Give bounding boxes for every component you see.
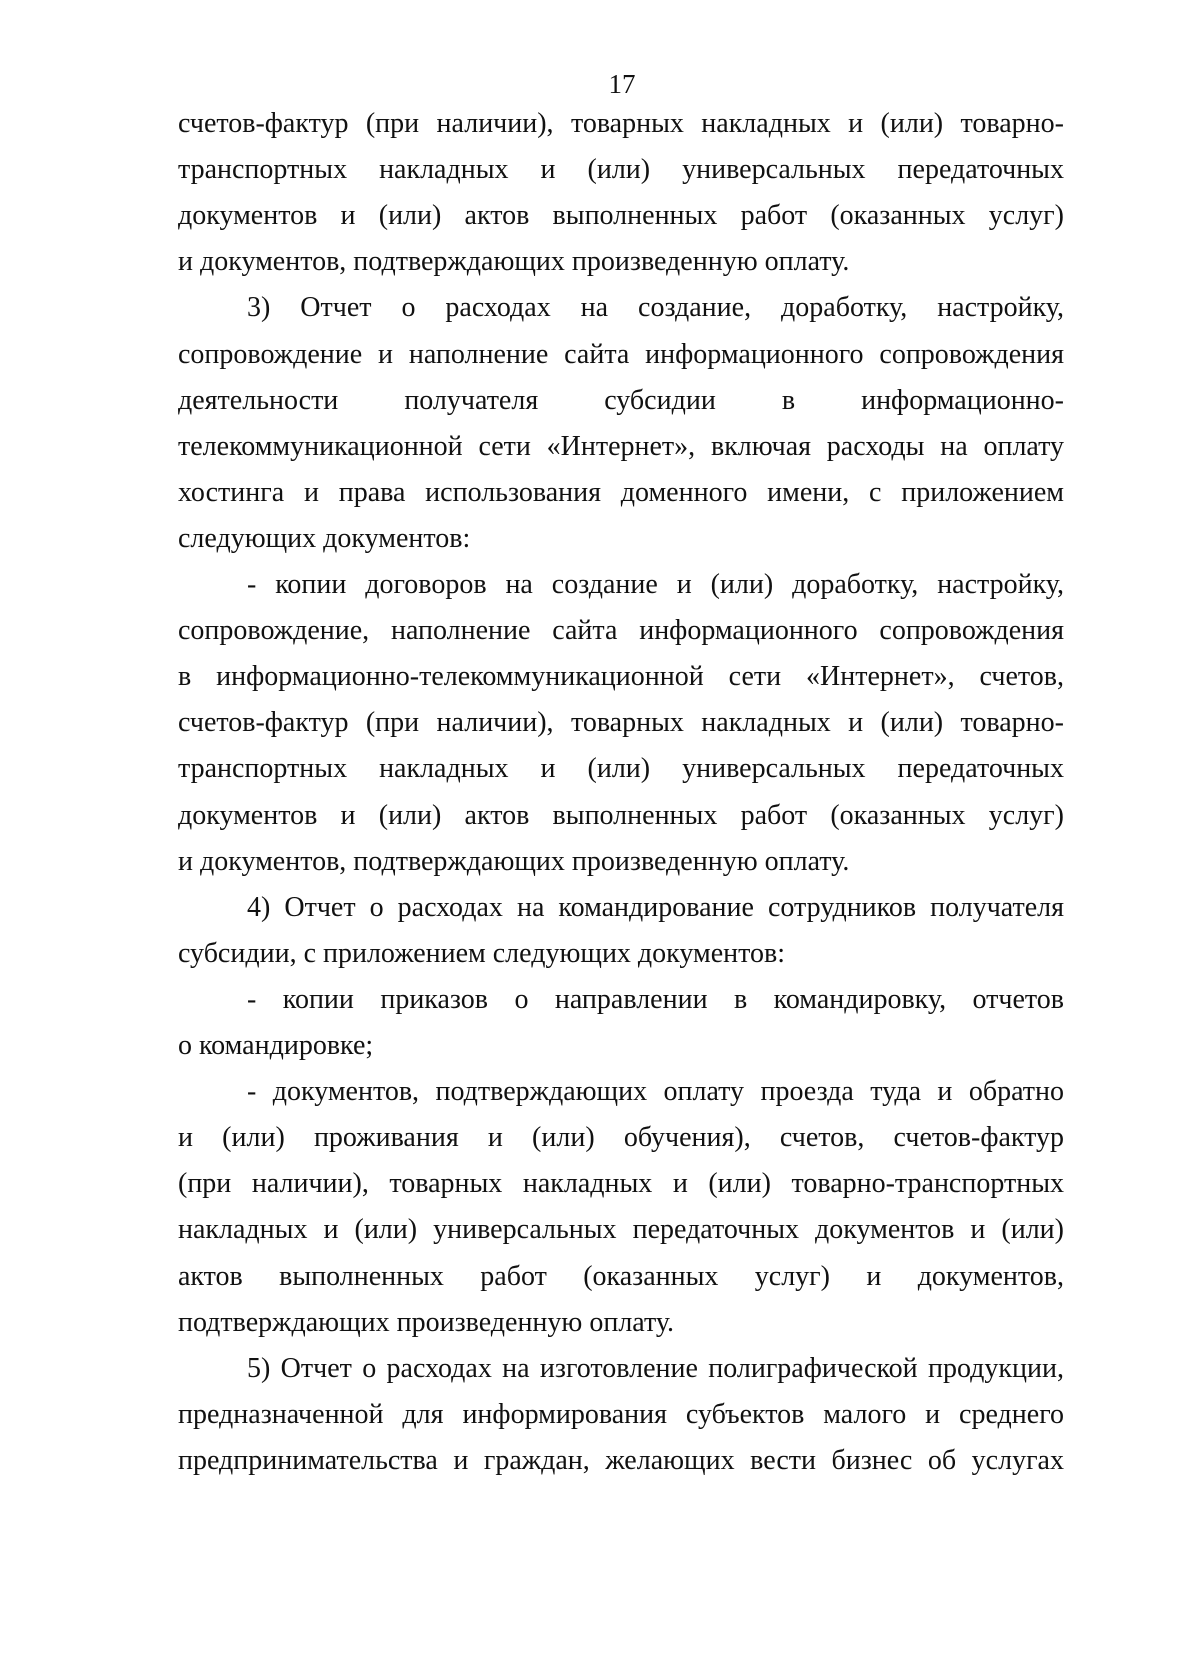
page-number: 17	[608, 69, 636, 99]
text-line: счетов-фактур (при наличии), товарных накладных и (или) товарно-	[178, 108, 1064, 139]
text-line: документов и (или) актов выполненных работ (оказанных услуг)	[178, 799, 1064, 831]
text-line: субсидии, с приложением следующих документов:	[178, 937, 786, 969]
text-line: накладных и (или) универсальных передаточных документов и (или)	[178, 1214, 1064, 1246]
text-line: актов выполненных работ (оказанных услуг) и документов,	[178, 1260, 1064, 1292]
text-line: - документов, подтверждающих оплату проезда туда и обратно	[247, 1076, 1064, 1108]
text-line: 5) Отчет о расходах на изготовление полиграфической продукции,	[247, 1352, 1064, 1384]
text-line: 3) Отчет о расходах на создание, доработку, настройку,	[247, 292, 1064, 324]
text-line: подтверждающих произведенную оплату.	[178, 1306, 675, 1338]
text-line: документов и (или) актов выполненных работ (оказанных услуг)	[178, 200, 1064, 232]
text-line: счетов-фактур (при наличии), товарных накладных и (или) товарно-	[178, 707, 1064, 739]
text-line: - копии договоров на создание и (или) доработку, настройку,	[247, 569, 1064, 600]
text-line: деятельности получателя субсидии в информационно-	[178, 384, 1064, 416]
text-line: телекоммуникационной сети «Интернет», включая расходы на оплату	[178, 430, 1064, 462]
text-line: (при наличии), товарных накладных и (или) товарно-транспортных	[178, 1168, 1064, 1200]
text-line: хостинга и права использования доменного имени, с приложением	[178, 476, 1064, 508]
text-line: предназначенной для информирования субъектов малого и среднего	[178, 1398, 1064, 1430]
text-line: и документов, подтверждающих произведенную оплату.	[178, 845, 850, 877]
text-line: в информационно-телекоммуникационной сети «Интернет», счетов,	[178, 661, 1064, 693]
text-line: транспортных накладных и (или) универсальных передаточных	[178, 753, 1064, 785]
text-line: следующих документов:	[178, 522, 471, 554]
text-line: и (или) проживания и (или) обучения), счетов, счетов-фактур	[178, 1122, 1064, 1154]
text-line: сопровождение и наполнение сайта информационного сопровождения	[178, 338, 1064, 370]
text-line: 4) Отчет о расходах на командирование сотрудников получателя	[247, 891, 1064, 923]
text-line: транспортных накладных и (или) универсальных передаточных	[178, 154, 1064, 186]
text-line: о командировке;	[178, 1030, 374, 1061]
text-line: - копии приказов о направлении в командировку, отчетов	[247, 983, 1064, 1015]
text-line: сопровождение, наполнение сайта информационного сопровождения	[178, 615, 1064, 647]
text-line: и документов, подтверждающих произведенную оплату.	[178, 246, 850, 278]
text-line: предпринимательства и граждан, желающих вести бизнес об услугах	[178, 1444, 1064, 1476]
